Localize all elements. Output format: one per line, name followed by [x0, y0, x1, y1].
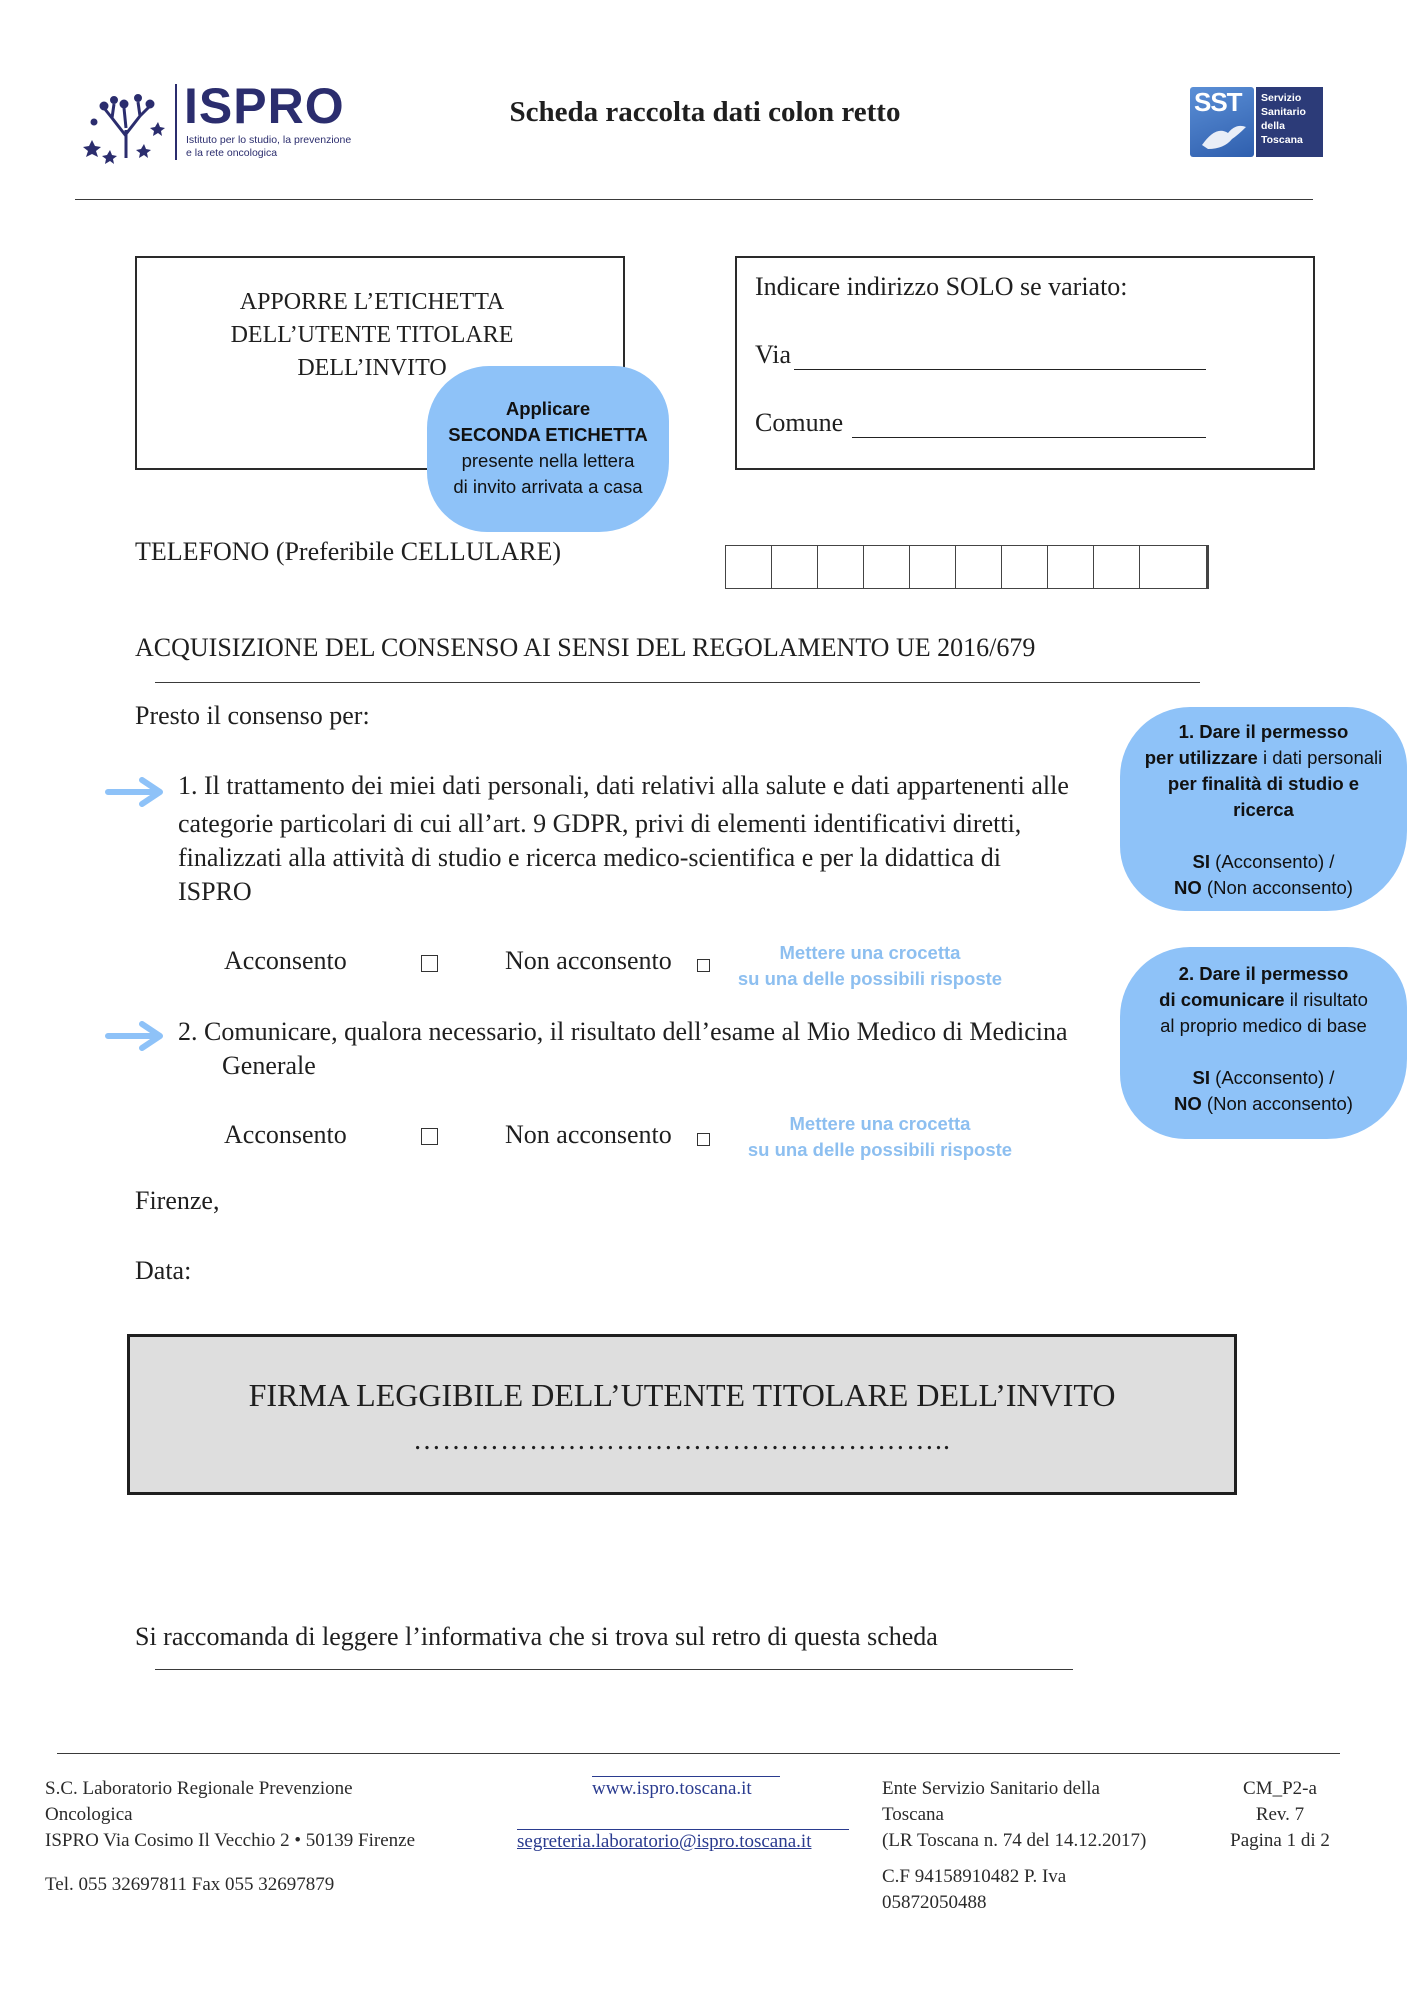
- bubble2-no: NO: [1174, 1093, 1202, 1114]
- bubble-second-label: SECONDA ETICHETTA: [448, 424, 648, 445]
- item1-line2: categorie particolari di cui all’art. 9 GDPR, privi di elementi identificativi diretti,: [178, 809, 1022, 838]
- logo-tagline: [186, 134, 351, 160]
- phone-input-grid[interactable]: [725, 545, 1209, 589]
- item1-line3: finalizzati alla attività di studio e ricerca medico-scientifica e per la didattica di: [178, 843, 1001, 872]
- hint2-line2: su una delle possibili risposte: [747, 1139, 1013, 1160]
- label-box-line1: APPORRE L’ETICHETTA: [239, 289, 505, 315]
- footer-street: ISPRO Via Cosimo Il Vecchio 2 • 50139 Firenze: [45, 1830, 416, 1851]
- bubble1-research: ricerca: [1233, 799, 1294, 820]
- consent-item-1: [178, 769, 1118, 909]
- consent-item-2: [178, 1015, 1118, 1083]
- phone-digit-cell[interactable]: [1048, 546, 1094, 588]
- bubble1-title: 1. Dare il permesso: [1178, 721, 1349, 742]
- consent1-acconsento-checkbox[interactable]: [421, 955, 438, 972]
- phone-digit-cell[interactable]: [1094, 546, 1140, 588]
- ispro-logo: [80, 78, 360, 168]
- signature-box[interactable]: [127, 1334, 1237, 1495]
- footer-address: [45, 1776, 485, 1898]
- hint1-line1: Mettere una crocetta: [779, 942, 961, 963]
- sst-emblem-text: SST: [1194, 87, 1242, 117]
- phone-label: TELEFONO (Preferibile CELLULARE): [135, 537, 562, 566]
- consent1-non-acconsento-checkbox[interactable]: [697, 959, 710, 972]
- item1-line1: 1. Il trattamento dei miei dati personali, dati relativi alla salute e dati appartenenti alle: [178, 771, 1069, 800]
- phone-digit-cell[interactable]: [864, 546, 910, 588]
- logo-name: ISPRO: [184, 78, 345, 134]
- bubble2-si: SI: [1192, 1067, 1211, 1088]
- item2-line1: 2. Comunicare, qualora necessario, il risultato dell’esame al Mio Medico di Medicina: [178, 1017, 1068, 1046]
- date-label: Data:: [135, 1256, 192, 1285]
- comune-input-line[interactable]: [852, 437, 1206, 438]
- footer-doc-code: CM_P2-a: [1243, 1778, 1317, 1799]
- bubble1-use-bold: per utilizzare: [1144, 747, 1258, 768]
- consent2-non-acconsento-label: Non acconsento: [505, 1120, 672, 1149]
- consent-heading-underline: [155, 682, 1200, 683]
- bubble2-communicate-rest: il risultato: [1284, 989, 1368, 1010]
- consent2-acconsento-label: Acconsento: [224, 1120, 347, 1149]
- consent2-hint: [730, 1111, 1030, 1163]
- via-input-line[interactable]: [794, 369, 1206, 370]
- bubble2-si-rest: (Acconsento) /: [1210, 1067, 1335, 1088]
- website-link[interactable]: www.ispro.toscana.it: [592, 1778, 752, 1799]
- consent1-hint: [720, 940, 1020, 992]
- footer-phone: Tel. 055 32697811 Fax 055 32697879: [45, 1874, 335, 1895]
- permission-bubble-2: [1120, 947, 1407, 1139]
- label-box-line3: DELL’INVITO: [297, 355, 447, 381]
- bubble-home: di invito arrivata a casa: [453, 476, 643, 497]
- footer-entity-iva: 05872050488: [882, 1892, 987, 1913]
- signature-dots: ………………………………………………..: [413, 1425, 951, 1456]
- phone-digit-cell[interactable]: [818, 546, 864, 588]
- item2-line2: Generale: [222, 1051, 316, 1080]
- sst-line2: Sanitario: [1261, 106, 1306, 118]
- date-field[interactable]: [205, 1252, 505, 1290]
- hint1-line2: su una delle possibili risposte: [737, 968, 1003, 989]
- sst-logo: [1190, 87, 1323, 157]
- comune-label: Comune: [755, 408, 844, 437]
- address-box: [735, 256, 1315, 470]
- bird-icon: [1198, 119, 1248, 153]
- phone-digit-cell[interactable]: [772, 546, 818, 588]
- consent2-acconsento-checkbox[interactable]: [421, 1128, 438, 1145]
- address-title: Indicare indirizzo SOLO se variato:: [755, 272, 1128, 301]
- bubble1-purpose: per finalità di studio e: [1167, 773, 1360, 794]
- logo-tagline-line1: Istituto per lo studio, la prevenzione: [186, 134, 352, 146]
- phone-digit-cell[interactable]: [726, 546, 772, 588]
- footer-page-number: Pagina 1 di 2: [1230, 1830, 1330, 1851]
- label-box-line2: DELL’UTENTE TITOLARE: [230, 322, 514, 348]
- phone-digit-cell[interactable]: [956, 546, 1002, 588]
- hint2-line1: Mettere una crocetta: [789, 1113, 971, 1134]
- arrow-right-icon: [104, 1021, 166, 1051]
- item1-line4: ISPRO: [178, 877, 252, 906]
- email-link[interactable]: segreteria.laboratorio@ispro.toscana.it: [517, 1831, 812, 1852]
- sst-emblem: [1190, 87, 1254, 157]
- sst-line4: Toscana: [1261, 134, 1303, 146]
- bubble1-no: NO: [1174, 877, 1202, 898]
- reminder-text: Si raccomanda di leggere l’informativa che si trova sul retro di questa scheda: [135, 1622, 938, 1651]
- footer-divider: [57, 1753, 1340, 1754]
- sst-line3: della: [1261, 120, 1285, 132]
- bubble1-si: SI: [1192, 851, 1211, 872]
- arrow-right-icon: [104, 777, 166, 807]
- permission-bubble-1: [1120, 707, 1407, 911]
- bubble2-doctor: al proprio medico di base: [1160, 1015, 1367, 1036]
- footer-lab: S.C. Laboratorio Regionale Prevenzione: [45, 1778, 353, 1799]
- ispro-tree-icon: [80, 78, 172, 168]
- bubble1-si-rest: (Acconsento) /: [1210, 851, 1335, 872]
- consent-heading: ACQUISIZIONE DEL CONSENSO AI SENSI DEL REGOLAMENTO UE 2016/679: [135, 633, 1036, 662]
- document-title: Scheda raccolta dati colon retto: [509, 96, 901, 128]
- signature-title: FIRMA LEGGIBILE DELL’UTENTE TITOLARE DELL’INVITO: [248, 1377, 1116, 1413]
- sst-text-block: [1256, 87, 1323, 157]
- sst-line1: Servizio: [1261, 92, 1302, 104]
- consent2-non-acconsento-checkbox[interactable]: [697, 1133, 710, 1146]
- bubble1-no-rest: (Non acconsento): [1201, 877, 1353, 898]
- logo-tagline-line2: e la rete oncologica: [186, 147, 278, 159]
- bubble2-title: 2. Dare il permesso: [1178, 963, 1349, 984]
- consent-intro: Presto il consenso per:: [135, 701, 370, 730]
- footer-entity-line2: Toscana: [882, 1804, 944, 1825]
- footer-doc-info: [1220, 1776, 1340, 1854]
- phone-digit-cell[interactable]: [1140, 546, 1186, 588]
- bubble-letter: presente nella lettera: [461, 450, 635, 471]
- footer-entity-cf: C.F 94158910482 P. Iva: [882, 1866, 1067, 1887]
- footer-revision: Rev. 7: [1255, 1804, 1305, 1825]
- bubble2-communicate-bold: di comunicare: [1159, 989, 1285, 1010]
- footer-entity-line1: Ente Servizio Sanitario della: [882, 1778, 1100, 1799]
- consent1-non-acconsento-label: Non acconsento: [505, 946, 672, 975]
- reminder-underline: [155, 1669, 1073, 1670]
- second-label-bubble: [427, 366, 669, 532]
- footer-entity: [882, 1776, 1212, 1916]
- place-label: Firenze,: [135, 1186, 220, 1215]
- footer-entity-law: (LR Toscana n. 74 del 14.12.2017): [882, 1830, 1147, 1851]
- header-divider: [75, 199, 1313, 200]
- phone-digit-cell[interactable]: [1002, 546, 1048, 588]
- phone-digit-cell[interactable]: [910, 546, 956, 588]
- via-label: Via: [755, 340, 791, 369]
- bubble-apply: Applicare: [505, 398, 591, 419]
- consent1-acconsento-label: Acconsento: [224, 946, 347, 975]
- bubble2-no-rest: (Non acconsento): [1201, 1093, 1353, 1114]
- footer-oncology: Oncologica: [45, 1804, 133, 1825]
- bubble1-use-rest: i dati personali: [1257, 747, 1383, 768]
